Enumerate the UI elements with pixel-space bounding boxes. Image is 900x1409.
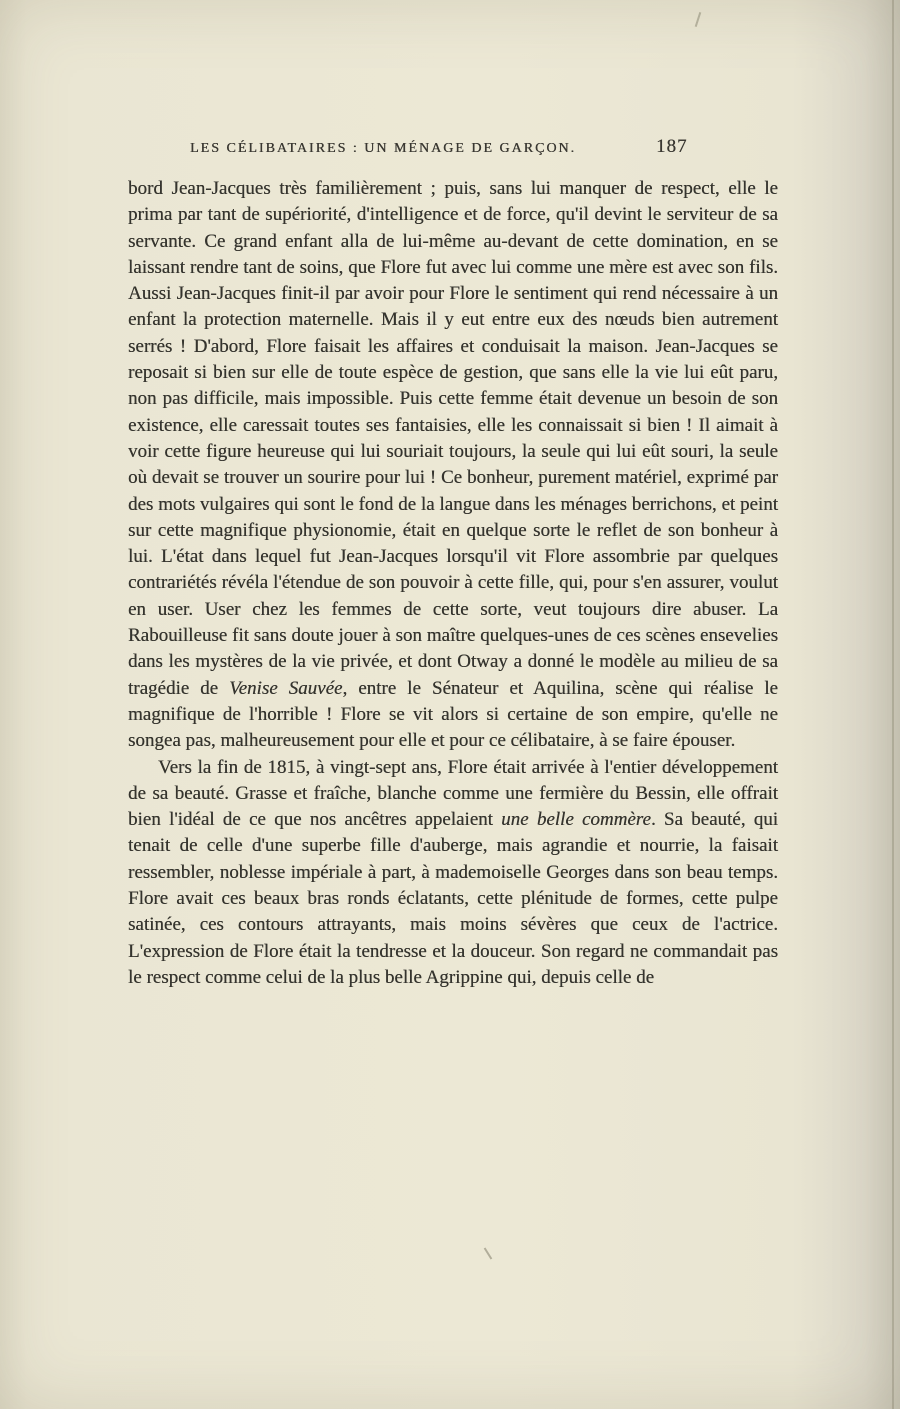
page-header	[128, 138, 778, 162]
scan-artifact-scratch	[695, 12, 702, 27]
scan-artifact-mark	[484, 1247, 493, 1259]
page-number: 187	[656, 136, 688, 157]
running-title: LES CÉLIBATAIRES : UN MÉNAGE DE GARÇON.	[190, 141, 577, 156]
text-block	[128, 138, 778, 991]
paragraph-1	[128, 176, 778, 755]
italic-phrase: Venise Sauvée	[229, 677, 343, 699]
text-segment: Vers la fin de 1815, à vingt-sept ans, Flore était arrivée à l'entier développement de sa beauté. Grasse et fraîche, blanche comme une fermière du Bessin, elle offrait bien l'idéal de ce que nos ancêtres appelaient	[128, 756, 778, 831]
paragraph-2	[128, 755, 778, 992]
italic-phrase: une belle commère	[501, 809, 651, 831]
text-segment: . Sa beauté, qui tenait de celle d'une superbe fille d'auberge, mais agrandie et nourrie, la faisait ressembler, noblesse impériale à part, à mademoiselle Georges dans son beau temps. Flore avait ces beaux bras ronds éclatants, cette plénitude de formes, cette pulpe satinée, ces contours attrayants, mais moins sévères que ceux de l'actrice. L'expression de Flore était la tendresse et la douceur. Son regard ne commandait pas le respect comme celui de la plus belle Agrippine qui, depuis celle de	[128, 809, 779, 988]
text-segment: , entre le Sénateur et Aquilina, scène qui réalise le magnifique de l'horrible ! Flore se vit alors si certaine de son empire, qu'elle ne songea pas, malheureusement pour elle et pour ce célibataire, à se faire épouser.	[128, 677, 778, 752]
text-segment: bord Jean-Jacques très familièrement ; puis, sans lui manquer de respect, elle le prima par tant de supériorité, d'intelligence et de force, qu'il devint le serviteur de sa servante. Ce grand enfant alla de lui-même au-devant de cette domination, en se laissant rendre tant de soins, que Flore fut avec lui comme une mère est avec son fils. Aussi Jean-Jacques finit-il par avoir pour Flore le sentiment qui rend nécessaire à un enfant la protection maternelle. Mais il y eut entre eux des nœuds bien autrement serrés ! D'abord, Flore faisait les affaires et conduisait la maison. Jean-Jacques se reposait si bien sur elle de toute espèce de gestion, que sans elle la vie lui eût paru, non pas difficile, mais impossible. Puis cette femme était devenue un besoin de son existence, elle caressait toutes ses fantaisies, elle les connaissait si bien ! Il aimait à voir cette figure heureuse qui lui souriait toujours, la seule qui lui eût souri, la seule où devait se trouver un sourire pour lui ! Ce bonheur, purement matériel, exprimé par des mots vulgaires qui sont le fond de la langue dans les ménages berrichons, et peint sur cette magnifique physionomie, était en quelque sorte le reflet de son bonheur à lui. L'état dans lequel fut Jean-Jacques lorsqu'il vit Flore assombrie par quelques contrariétés révéla l'étendue de son pouvoir à cette fille, qui, pour s'en assurer, voulut en user. User chez les femmes de cette sorte, veut toujours dire abuser. La Rabouilleuse fit sans doute jouer à son maître quelques-unes de ces scènes ensevelies dans les mystères de la vie privée, et dont Otway a donné le modèle au milieu de sa tragédie de	[128, 178, 778, 699]
body-text	[128, 176, 778, 991]
scan-artifact-edge	[892, 0, 894, 1409]
